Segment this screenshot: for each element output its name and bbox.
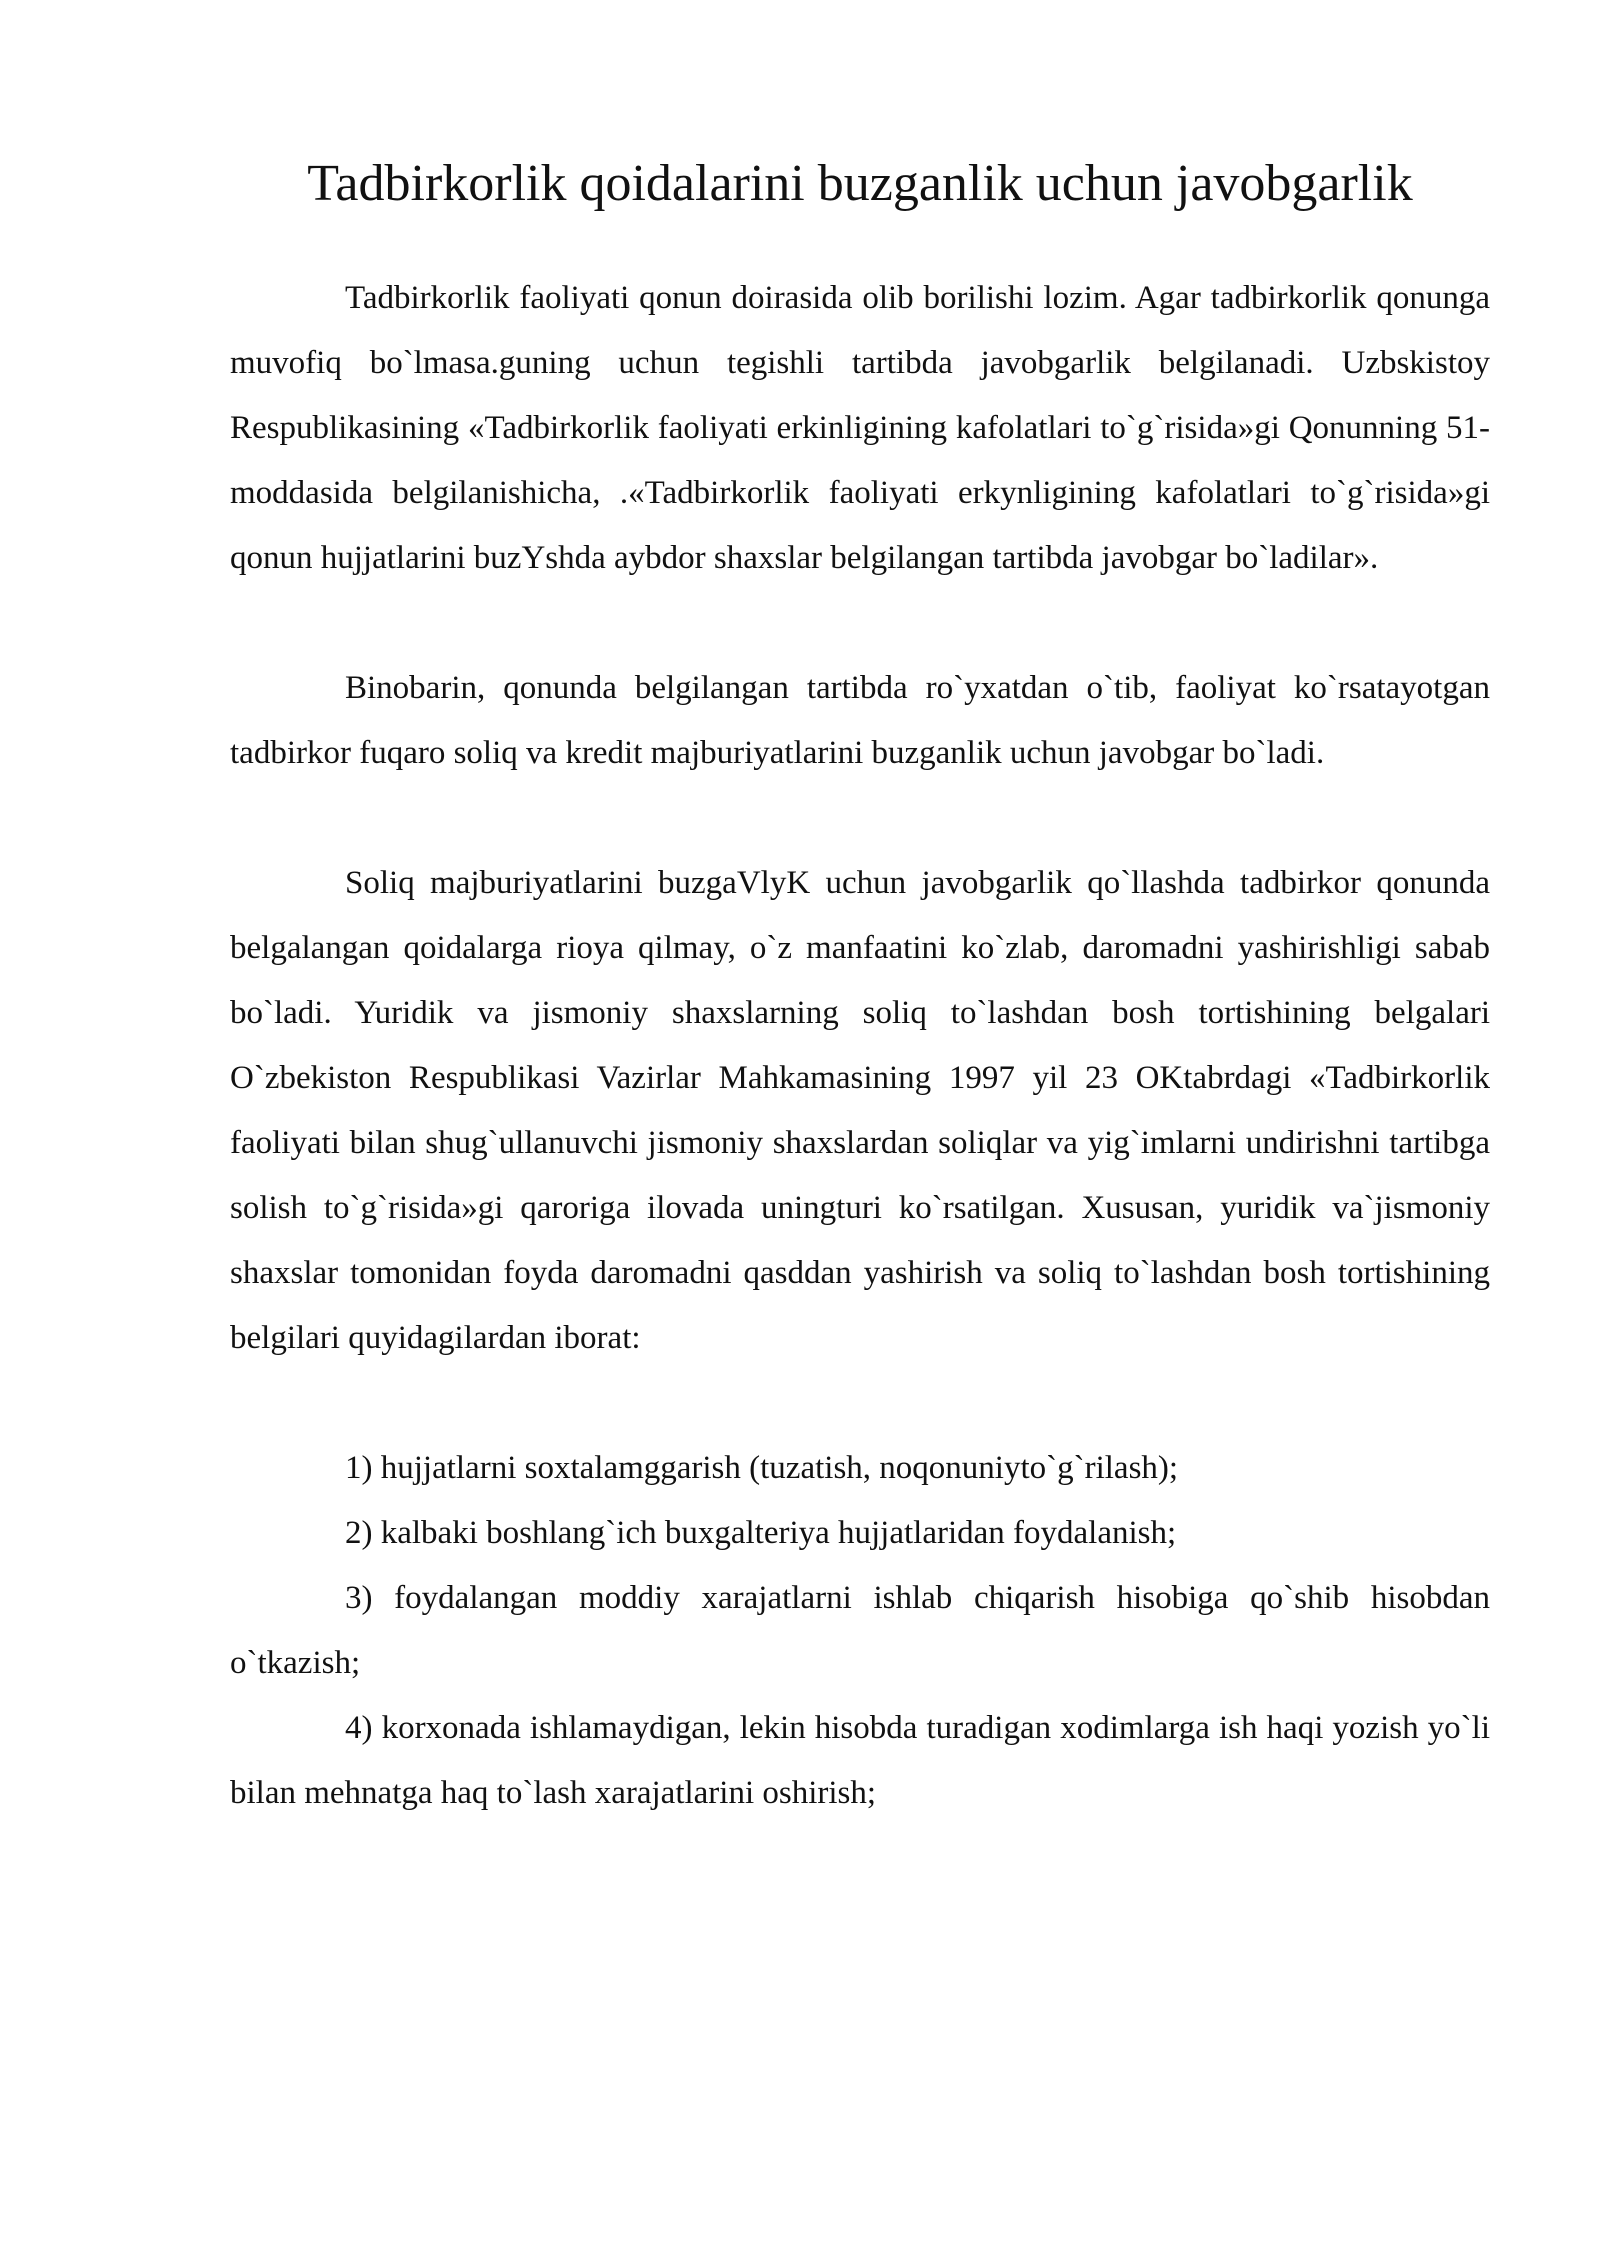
- paragraph-spacer: [230, 591, 1490, 656]
- list-item-4: 4) korxonada ishlamaydigan, lekin hisobda turadigan xodimlarga ish haqi yozish yo`li bilan mehnatga haq to`lash xarajatlarini oshirish;: [230, 1710, 1490, 1811]
- paragraph-spacer: [230, 786, 1490, 851]
- paragraph-1: Tadbirkorlik faoliyati qonun doirasida olib borilishi lozim. Agar tadbirkorlik qonunga muvofiq bo`lmasa.guning uchun tegishli tartibda javobgarlik belgilanadi. Uzbskistoy Respublikasining «Tadbirkorlik faoliyati erkinligining kafolatlari to`g`risida»gi Qonunning 51-moddasida belgilanishicha, .«Tadbirkorlik faoliyati erkynligining kafolatlari to`g`risida»gi qonun hujjatlarini buzYshda aybdor shaxslar belgilangan tartibda javobgar bo`ladilar».: [230, 280, 1490, 576]
- list-item-1: 1) hujjatlarni soxtalamggarish (tuzatish, noqonuniyto`g`rilash);: [345, 1450, 1179, 1486]
- list-item-2: 2) kalbaki boshlang`ich buxgalteriya hujjatlaridan foydalanish;: [345, 1515, 1177, 1551]
- document-page: [230, 150, 1490, 1826]
- document-title: Tadbirkorlik qoidalarini buzganlik uchun javobgarlik: [307, 155, 1413, 212]
- paragraph-2: Binobarin, qonunda belgilangan tartibda ro`yxatdan o`tib, faoliyat ko`rsatayotgan tadbirkor fuqaro soliq va kredit majburiyatlarini buzganlik uchun javobgar bo`ladi.: [230, 670, 1490, 771]
- paragraph-3: Soliq majburiyatlarini buzgaVlyK uchun javobgarlik qo`llashda tadbirkor qonunda belgalangan qoidalarga rioya qilmay, o`z manfaatini ko`zlab, daromadni yashirishligi sabab bo`ladi. Yuridik va jismoniy shaxslarning soliq to`lashdan bosh tortishining belgalari O`zbekiston Respublikasi Vazirlar Mahkamasining 1997 yil 23 OKtabrdagi «Tadbirkorlik faoliyati bilan shug`ullanuvchi jismoniy shaxslardan soliqlar va yig`imlarni undirishni tartibga solish to`g`risida»gi qaroriga ilovada uningturi ko`rsatilgan. Xususan, yuridik va`jismoniy shaxslar tomonidan foyda daromadni qasddan yashirish va soliq to`lashdan bosh tortishining belgilari quyidagilardan iborat:: [230, 865, 1490, 1356]
- list-item-3: 3) foydalangan moddiy xarajatlarni ishlab chiqarish hisobiga qo`shib hisobdan o`tkazish;: [230, 1580, 1490, 1681]
- paragraph-spacer: [230, 1371, 1490, 1436]
